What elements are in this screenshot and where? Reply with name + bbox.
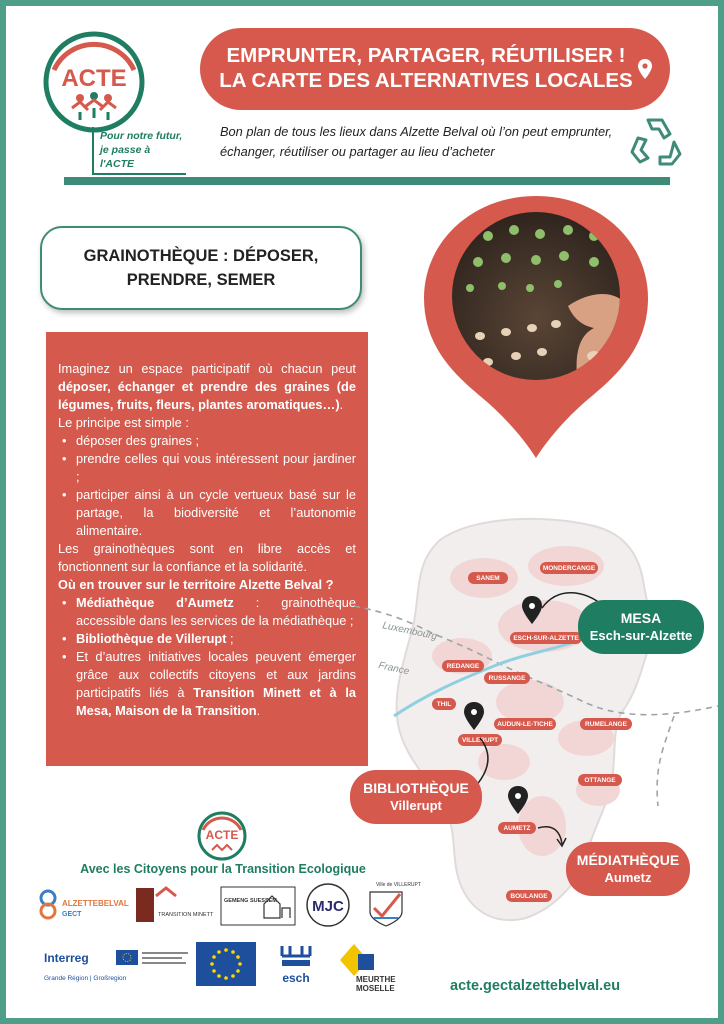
logo-small-text: ACTE	[205, 828, 239, 842]
mjc-logo	[302, 882, 354, 928]
loc1-name: Médiathèque d’Aumetz	[76, 595, 234, 610]
alzette-belval-logo	[34, 884, 130, 924]
loc1-text: : grainothèque accessible dans les services de la médiathèque ;	[76, 595, 356, 628]
transition-text: TRANSITION MINETT	[158, 912, 214, 918]
seed-sowing-photo	[418, 196, 654, 466]
footer-title: Avec les Citoyens pour la Transition Ecologique	[80, 862, 366, 876]
acte-logo	[40, 28, 148, 136]
villerupt-text: Ville de VILLERUPT	[376, 882, 421, 888]
logo-text: ACTE	[61, 65, 127, 92]
interreg-logo	[42, 946, 192, 986]
transition-minett-logo	[132, 882, 216, 926]
meurthe-text-2: MOSELLE	[356, 984, 395, 993]
acte-logo-small	[196, 810, 248, 862]
intro-end: .	[339, 397, 344, 412]
callout-bib-place: Villerupt	[390, 798, 442, 813]
section-title-line2: PRENDRE, SEMER	[126, 271, 276, 289]
meurthe-text-1: MEURTHE	[356, 975, 396, 984]
section-title	[40, 226, 362, 310]
callout-mediatheque	[566, 842, 690, 896]
intro-bold: déposer, échanger et prendre des graines (de légumes, fruits, fleurs, plantes aromatiques…)	[58, 379, 356, 412]
tagline-line2: je passe à l'ACTE	[100, 144, 151, 170]
loc3-text: Et d’autres initiatives locales peuvent émerger grâce aux collectifs citoyens et aux jardins participatifs liés à	[76, 649, 356, 700]
eu-flag-logo	[196, 942, 256, 986]
town-label: MONDERCANGE	[542, 565, 596, 572]
callout-bib-title: BIBLIOTHÈQUE	[363, 780, 469, 796]
town-label: RUMELANGE	[585, 721, 627, 728]
town-label: REDANGE	[446, 663, 480, 670]
esch-text: esch	[282, 971, 310, 985]
callout-mesa	[578, 600, 704, 654]
callout-mesa-title: MESA	[620, 610, 662, 626]
meurthe-moselle-logo	[336, 940, 406, 994]
gemeng-suessem-logo	[220, 886, 296, 926]
villerupt-logo	[362, 878, 421, 930]
principle-list	[58, 432, 356, 540]
list-item	[58, 594, 356, 630]
location-pin-icon	[638, 59, 652, 79]
town-label: AUMETZ	[503, 825, 531, 832]
callout-bibliotheque	[350, 770, 482, 824]
town-label: OTTANGE	[584, 777, 616, 784]
principle-text: Le principe est simple :	[58, 415, 189, 430]
header-divider	[64, 177, 670, 185]
loc2-name: Bibliothèque de Villerupt	[76, 631, 227, 646]
loc2-text: ;	[226, 631, 234, 646]
town-label: ESCH-SUR-ALZETTE	[513, 635, 579, 642]
free-access-text: Les grainothèques sont en libre accès et fonctionnent sur la confiance et la solidarité.	[58, 541, 356, 574]
intro-paragraph	[58, 360, 356, 414]
town-label: RUSSANGE	[488, 675, 526, 682]
town-label: THIL	[436, 701, 452, 708]
header-subtitle: Bon plan de tous les lieux dans Alzette Belval où l’on peut emprunter, échanger, réutiliser ou partager au lieu d’acheter	[220, 124, 613, 159]
gect-text: GECT	[62, 911, 82, 918]
alzette-text: ALZETTEBELVAL	[62, 899, 129, 908]
interreg-text: Interreg	[44, 951, 89, 965]
list-item	[58, 630, 356, 648]
locations-list	[58, 594, 356, 720]
description-box	[46, 332, 368, 766]
loc3-bold: Transition Minett et à la Mesa, Maison de la Transition	[76, 685, 356, 718]
town-label: VILLERUPT	[461, 737, 499, 744]
intro-text: Imaginez un espace participatif où chacun peut	[58, 361, 356, 376]
section-title-line1: GRAINOTHÈQUE : DÉPOSER,	[83, 247, 319, 265]
poster	[6, 6, 718, 1018]
loc3-end: .	[256, 703, 261, 718]
list-item: • déposer des graines ;	[58, 432, 356, 450]
town-label: BOULANGE	[510, 893, 548, 900]
recycle-icon	[626, 112, 684, 170]
callout-mesa-place: Esch-sur-Alzette	[589, 628, 693, 643]
mjc-text: MJC	[312, 898, 344, 915]
callout-med-title: MÉDIATHÈQUE	[576, 852, 680, 868]
header-title-line2: LA CARTE DES ALTERNATIVES LOCALES	[219, 69, 633, 92]
interreg-sub-text: Grande Région | Großregion	[44, 975, 127, 982]
gemeng-text: GEMENG SUESSEM	[224, 898, 277, 904]
list-item: • participer ainsi à un cycle vertueux basé sur le partage, la biodiversité et l’autonomie alimentaire.	[58, 486, 356, 540]
list-item: • prendre celles qui vous intéressent pour jardiner ;	[58, 450, 356, 486]
border-label-luxembourg: Luxembourg	[381, 620, 439, 643]
header-banner	[200, 28, 670, 110]
where-heading: Où en trouver sur le territoire Alzette Belval ?	[58, 577, 334, 592]
header-title-line1: EMPRUNTER, PARTAGER, RÉUTILISER !	[226, 44, 626, 67]
town-label: SANEM	[476, 575, 500, 582]
callout-med-place: Aumetz	[604, 870, 652, 885]
esch-logo	[276, 942, 316, 990]
border-label-france: France	[377, 660, 411, 678]
town-label: AUDUN-LE-TICHE	[497, 721, 553, 728]
logo-tagline	[92, 127, 186, 175]
list-item	[58, 648, 356, 720]
tagline-line1: Pour notre futur,	[100, 130, 183, 142]
website-url[interactable]: acte.gectalzettebelval.eu	[450, 978, 621, 994]
